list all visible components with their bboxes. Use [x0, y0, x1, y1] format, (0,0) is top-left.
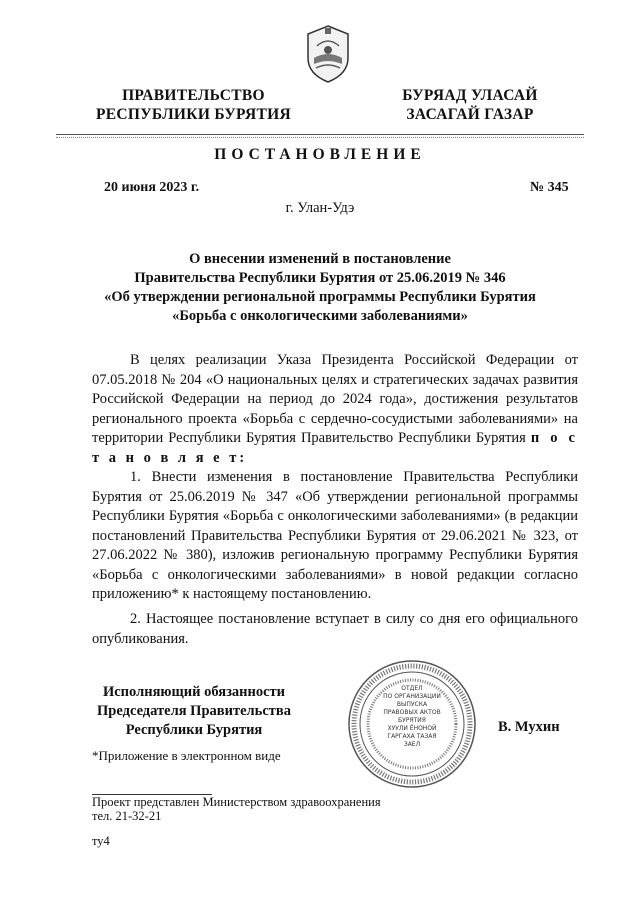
signatory-role-line3: Республики Бурятия	[125, 722, 263, 738]
contact-phone: тел. 21-32-21	[92, 809, 162, 823]
seal-line3: ВЫПУСКА	[396, 701, 428, 708]
header-divider-dotted	[56, 137, 584, 138]
signatory-role-line2: Председателя Правительства	[97, 703, 291, 719]
title-line1: О внесении изменений в постановление	[189, 251, 451, 267]
official-stamp-seal	[346, 658, 478, 790]
document-number: № 345	[530, 180, 569, 195]
header-left-line2: РЕСПУБЛИКИ БУРЯТИЯ	[95, 106, 292, 123]
title-line3: «Об утверждении региональной программы Республики Бурятия	[104, 289, 536, 305]
seal-line1: ОТДЕЛ	[401, 685, 423, 692]
project-submitter: Проект представлен Министерством здравоохранения	[92, 795, 381, 809]
government-header-buryat	[390, 86, 550, 124]
header-right-line1: БУРЯАД УЛАСАЙ	[402, 87, 538, 104]
clause-2-paragraph: 2. Настоящее постановление вступает в силу со дня его официального опубликования.	[92, 611, 578, 647]
preamble-text: В целях реализации Указа Президента Российской Федерации от 07.05.2018 № 204 «О национальных целях и стратегических задачах развития Российской Федерации на период до 2024 года», достижения результатов регионального проекта «Борьба с сердечно-сосудистыми заболеваниями» на территории Республики Бурятия Правительство Республики Бурятия	[92, 352, 578, 446]
title-line4: «Борьба с онкологическими заболеваниями»	[172, 308, 468, 324]
appendix-note: *Приложение в электронном виде	[92, 748, 281, 763]
document-date: 20 июня 2023 г.	[104, 180, 200, 195]
government-header-russian	[86, 86, 301, 124]
clause-1-paragraph: 1. Внести изменения в постановление Правительства Республики Бурятия от 25.06.2019 № 347 «Об утверждении региональной программы Республики Бурятия «Борьба с онкологическими заболеваниями» (в редакции постановлений Правительства Республики Бурятия от 29.06.2021 № 323, от 27.06.2022 № 380), изложив региональную программу Республики Бурятия «Борьба с онкологическими заболеваниями» в новой редакции согласно приложению* к настоящему постановлению.	[92, 469, 578, 602]
seal-line7: ГАРГАХА ТАЗАЯ	[387, 733, 437, 740]
title-line2: Правительства Республики Бурятия от 25.06.2019 № 346	[134, 270, 506, 286]
document-code: ту4	[92, 834, 110, 848]
seal-line6: ХУУЛИ ЁНОНОЙ	[387, 725, 437, 732]
signatory-role-line1: Исполняющий обязанности	[102, 684, 286, 700]
preamble-paragraph	[92, 351, 578, 468]
resolves-word: п о с т а н о в л я е т:	[92, 430, 578, 466]
signatory-title	[92, 683, 296, 740]
seal-line5: БУРЯТИЯ	[398, 717, 426, 724]
document-title	[92, 250, 548, 326]
header-right-line2: ЗАСАГАЙ ГАЗАР	[406, 106, 534, 123]
header-left-line1: ПРАВИТЕЛЬСТВО	[122, 87, 265, 104]
document-type: ПОСТАНОВЛЕНИЕ	[214, 146, 426, 163]
header-divider	[56, 134, 584, 135]
document-city: г. Улан-Удэ	[285, 200, 355, 216]
seal-line2: ПО ОРГАНИЗАЦИИ	[383, 693, 441, 700]
seal-line8: ЗАЕЛ	[403, 741, 421, 748]
seal-line4: ПРАВОВЫХ АКТОВ	[383, 709, 441, 716]
coat-of-arms-emblem	[303, 24, 353, 84]
signatory-name: В. Мухин	[498, 719, 560, 735]
